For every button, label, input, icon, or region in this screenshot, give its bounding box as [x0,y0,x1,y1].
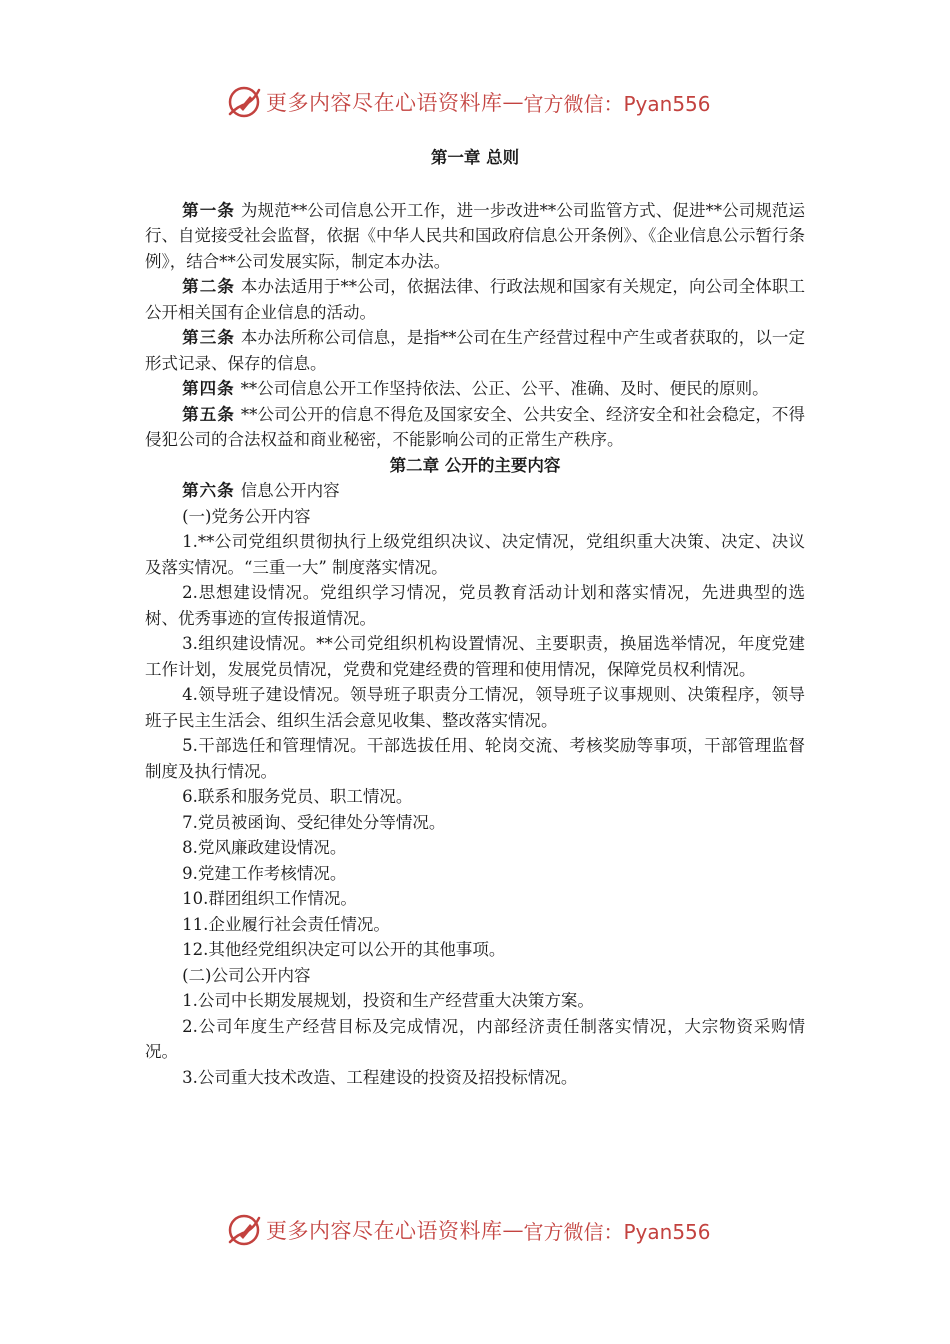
chapter-1-title: 第一章 总则 [430,148,520,167]
article-label: 第六条 [182,481,235,500]
footer-banner [226,1212,711,1248]
document-body [145,145,805,1090]
header-banner [226,84,711,120]
article-text: **公司信息公开工作坚持依法、公正、公平、准确、及时、便民的原则。 [240,379,769,398]
article-2 [145,274,805,325]
article-5 [145,402,805,453]
article-label: 第三条 [182,328,235,347]
list-item: 1.公司中长期发展规划，投资和生产经营重大决策方案。 [182,991,594,1010]
article-text: 本办法所称公司信息，是指**公司在生产经营过程中产生或者获取的，以一定形式记录、保存的信息。 [145,328,805,373]
article-3 [145,325,805,376]
banner-text: 更多内容尽在心语资料库 [266,1219,503,1243]
list-item: 3.组织建设情况。**公司党组织机构设置情况、主要职责，换届选举情况，年度党建工作计划，发展党员情况，党费和党建经费的管理和使用情况，保障党员权利情况。 [145,634,805,679]
banner-text: 更多内容尽在心语资料库 [266,91,503,115]
list-item: 12.其他经党组织决定可以公开的其他事项。 [182,940,506,959]
list-item: 6.联系和服务党员、职工情况。 [182,787,413,806]
banner-wechat: 官方微信：Pyan556 [523,1219,711,1244]
article-1 [145,198,805,275]
article-text: 本办法适用于**公司，依据法律、行政法规和国家有关规定，向公司全体职工公开相关国有企业信息的活动。 [145,277,805,322]
chapter-2-title: 第二章 公开的主要内容 [389,455,561,475]
list-item: 2.公司年度生产经营目标及完成情况，内部经济责任制落实情况，大宗物资采购情况。 [145,1016,805,1061]
article-label: 第四条 [182,379,235,398]
pen-logo-icon [226,84,262,120]
pen-logo-icon [226,1212,262,1248]
article-text: 信息公开内容 [240,481,340,500]
banner-wechat: 官方微信：Pyan556 [523,91,711,116]
article-text: **公司公开的信息不得危及国家安全、公共安全、经济安全和社会稳定，不得侵犯公司的合法权益和商业秘密，不能影响公司的正常生产秩序。 [145,404,805,449]
article-4 [145,376,805,402]
list-item: 1.**公司党组织贯彻执行上级党组织决议、决定情况，党组织重大决策、决定、决议及落实情况。“三重一大” 制度落实情况。 [145,532,805,577]
list-item: 9.党建工作考核情况。 [182,863,347,883]
list-item: 2.思想建设情况。党组织学习情况，党员教育活动计划和落实情况，先进典型的选树、优秀事迹的宣传报道情况。 [145,583,805,628]
article-6 [145,478,805,504]
section-heading: (二)公司公开内容 [182,965,311,985]
article-text: 为规范**公司信息公开工作，进一步改进**公司监管方式、促进**公司规范运行、自觉接受社会监督，依据《中华人民共和国政府信息公开条例》、《企业信息公示暂行条例》，结合**公司发展实际，制定本办法。 [145,200,805,271]
article-label: 第二条 [182,277,235,296]
banner-dash: — [502,1218,524,1242]
section-heading: (一)党务公开内容 [182,506,311,526]
list-item: 10.群团组织工作情况。 [182,889,357,908]
article-label: 第五条 [182,404,235,424]
article-label: 第一条 [182,200,235,220]
list-item: 7.党员被函询、受纪律处分等情况。 [182,812,446,832]
list-item: 3.公司重大技术改造、工程建设的投资及招投标情况。 [182,1067,578,1087]
list-item: 4.领导班子建设情况。领导班子职责分工情况，领导班子议事规则、决策程序，领导班子民主生活会、组织生活会意见收集、整改落实情况。 [145,685,805,730]
list-item: 5.干部选任和管理情况。干部选拔任用、轮岗交流、考核奖励等事项，干部管理监督制度及执行情况。 [145,736,805,781]
list-item: 11.企业履行社会责任情况。 [182,914,390,934]
list-item: 8.党风廉政建设情况。 [182,838,347,857]
banner-dash: — [502,90,524,114]
